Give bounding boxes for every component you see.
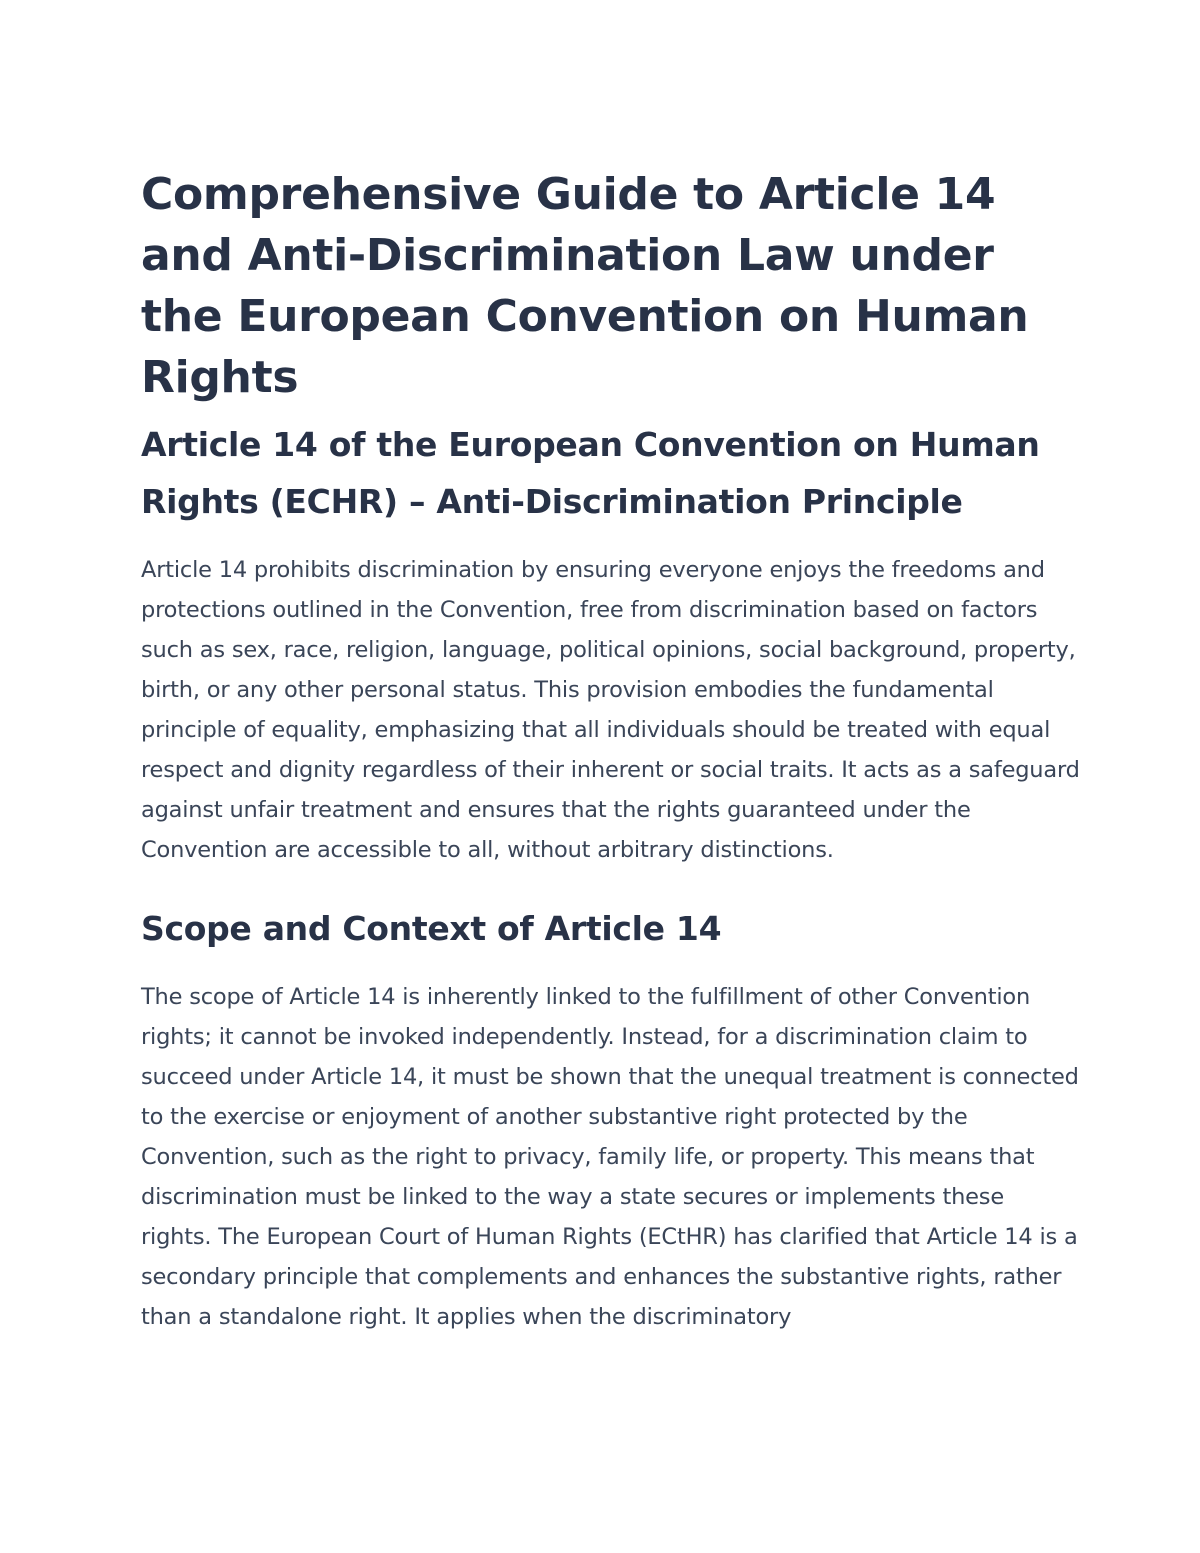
section-body-article-14: Article 14 prohibits discrimination by ensuring everyone enjoys the freedoms and protections outlined in the Convention, free from discrimination based on factors such as sex, race, religion, language, political opinions, social background, property, birth, or any other personal status. This provision embodies the fundamental principle of equality, emphasizing that all individuals should be treated with equal respect and dignity regardless of their inherent or social traits. It acts as a safeguard against unfair treatment and ensures that the rights guaranteed under the Convention are accessible to all, without arbitrary distinctions. — [141, 557, 1080, 863]
document-page — [141, 164, 1081, 1337]
section-heading-scope: Scope and Context of Article 14 — [141, 909, 722, 948]
section-heading-article-14: Article 14 of the European Convention on Human Rights (ECHR) – Anti-Discrimination Principle — [141, 425, 1040, 521]
section-body-scope: The scope of Article 14 is inherently linked to the fulfillment of other Convention rights; it cannot be invoked independently. Instead, for a discrimination claim to succeed under Article 14, it must be shown that the unequal treatment is connected to the exercise or enjoyment of another substantive right protected by the Convention, such as the right to privacy, family life, or property. This means that discrimination must be linked to the way a state secures or implements these rights. The European Court of Human Rights (ECtHR) has clarified that Article 14 is a secondary principle that complements and enhances the substantive rights, rather than a standalone right. It applies when the discriminatory — [141, 984, 1079, 1330]
document-title: Comprehensive Guide to Article 14 and Anti-Discrimination Law under the European Convention on Human Rights — [141, 169, 1029, 403]
